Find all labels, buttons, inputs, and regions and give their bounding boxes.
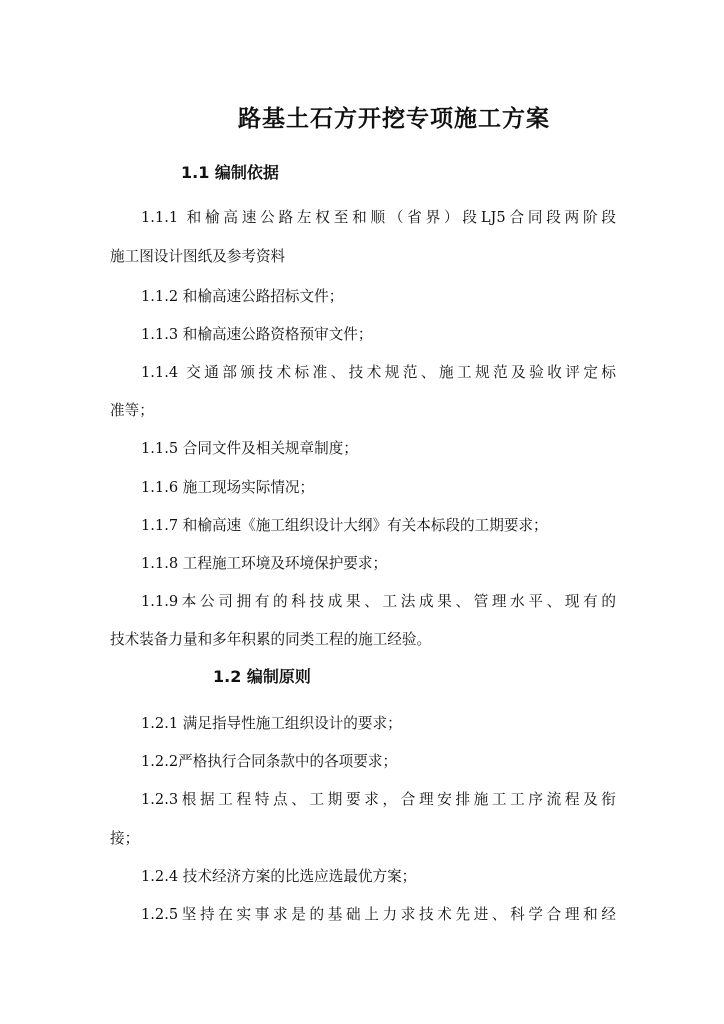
item-1-1-1-line1: 1.1.1 和榆高速公路左权至和顺（省界）段LJ5合同段两阶段 [141, 209, 616, 226]
item-1-2-1: 1.2.1 满足指导性施工组织设计的要求； [141, 715, 402, 732]
item-1-1-7: 1.1.7 和榆高速《施工组织设计大纲》有关本标段的工期要求； [141, 517, 548, 534]
item-1-1-1-line2: 施工图设计图纸及参考资料 [110, 248, 286, 265]
section-heading-1-1: 1.1 编制依据 [181, 163, 279, 182]
section-heading-1-2: 1.2 编制原则 [213, 667, 311, 686]
item-1-1-9-line1: 1.1.9本公司拥有的科技成果、工法成果、管理水平、现有的 [141, 593, 616, 610]
item-1-2-3-line1: 1.2.3根据工程特点、工期要求，合理安排施工工序流程及衔 [141, 791, 616, 808]
item-1-2-3-line2: 接； [110, 830, 140, 847]
item-1-2-2: 1.2.2严格执行合同条款中的各项要求； [141, 753, 398, 770]
item-1-1-9-line2: 技术装备力量和多年积累的同类工程的施工经验。 [110, 631, 432, 648]
document-title: 路基土石方开挖专项施工方案 [238, 106, 550, 132]
item-1-1-4-line1: 1.1.4 交通部颁技术标准、技术规范、施工规范及验收评定标 [141, 364, 616, 381]
item-1-1-6: 1.1.6 施工现场实际情况； [141, 479, 315, 496]
item-1-1-5: 1.1.5 合同文件及相关规章制度； [141, 440, 358, 457]
item-1-2-4: 1.2.4 技术经济方案的比选应选最优方案； [141, 868, 417, 885]
item-1-1-4-line2: 准等； [110, 402, 154, 419]
item-1-1-2: 1.1.2 和榆高速公路招标文件； [141, 288, 344, 305]
item-1-1-8: 1.1.8 工程施工环境及环境保护要求； [141, 555, 388, 572]
item-1-2-5-line1: 1.2.5坚持在实事求是的基础上力求技术先进、科学合理和经 [141, 906, 616, 923]
item-1-1-3: 1.1.3 和榆高速公路资格预审文件； [141, 326, 373, 343]
